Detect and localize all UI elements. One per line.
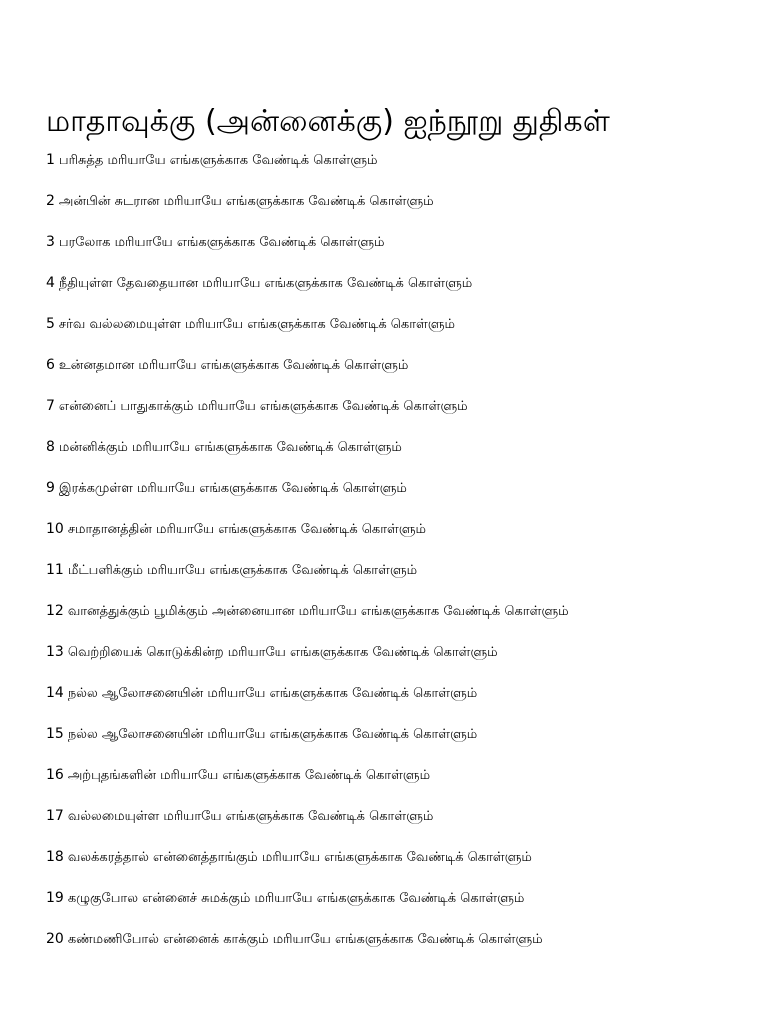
prayer-line <box>46 437 756 478</box>
line-text: வல்லமையுள்ள மரியாயே எங்களுக்காக வேண்டிக் கொள்ளும் <box>67 809 434 824</box>
line-number: 9 <box>46 480 55 496</box>
line-text: அன்பின் சுடரான மரியாயே எங்களுக்காக வேண்டிக் கொள்ளும் <box>58 194 434 209</box>
line-text: இரக்கமுள்ள மரியாயே எங்களுக்காக வேண்டிக் கொள்ளும் <box>58 481 407 496</box>
prayer-line <box>46 355 756 396</box>
prayer-line <box>46 560 756 601</box>
line-number: 20 <box>46 931 64 947</box>
prayer-line <box>46 806 756 847</box>
line-number: 5 <box>46 316 55 332</box>
line-text: வலக்கரத்தால் என்னைத்தாங்கும் மரியாயே எங்களுக்காக வேண்டிக் கொள்ளும் <box>67 850 532 865</box>
line-number: 1 <box>46 152 55 168</box>
prayer-line <box>46 683 756 724</box>
line-number: 15 <box>46 726 64 742</box>
line-number: 10 <box>46 521 64 537</box>
document-title: மாதாவுக்கு (அன்னைக்கு) ஐந்நூறு துதிகள் <box>46 104 610 139</box>
prayer-line <box>46 191 756 232</box>
line-number: 17 <box>46 808 64 824</box>
line-number: 18 <box>46 849 64 865</box>
line-text: கழுகுபோல என்னைச் சுமக்கும் மரியாயே எங்களுக்காக வேண்டிக் கொள்ளும் <box>67 891 525 906</box>
line-number: 16 <box>46 767 64 783</box>
line-text: வானத்துக்கும் பூமிக்கும் அன்னையான மரியாயே எங்களுக்காக வேண்டிக் கொள்ளும் <box>67 604 569 619</box>
line-text: உன்னதமான மரியாயே எங்களுக்காக வேண்டிக் கொள்ளும் <box>58 358 409 373</box>
line-text: நல்ல ஆலோசனையின் மரியாயே எங்களுக்காக வேண்டிக் கொள்ளும் <box>67 727 478 742</box>
line-text: நல்ல ஆலோசனையின் மரியாயே எங்களுக்காக வேண்டிக் கொள்ளும் <box>67 686 478 701</box>
prayer-list <box>46 150 756 970</box>
prayer-line <box>46 929 756 970</box>
line-number: 19 <box>46 890 64 906</box>
prayer-line <box>46 642 756 683</box>
prayer-line <box>46 724 756 765</box>
prayer-line <box>46 519 756 560</box>
prayer-line <box>46 765 756 806</box>
prayer-line <box>46 478 756 519</box>
line-number: 7 <box>46 398 55 414</box>
prayer-line <box>46 273 756 314</box>
line-text: பரலோக மரியாயே எங்களுக்காக வேண்டிக் கொள்ளும் <box>58 235 385 250</box>
line-number: 13 <box>46 644 64 660</box>
line-number: 14 <box>46 685 64 701</box>
prayer-line <box>46 847 756 888</box>
prayer-line <box>46 314 756 355</box>
line-text: அற்புதங்களின் மரியாயே எங்களுக்காக வேண்டிக் கொள்ளும் <box>67 768 431 783</box>
prayer-line <box>46 888 756 929</box>
line-number: 2 <box>46 193 55 209</box>
line-text: மன்னிக்கும் மரியாயே எங்களுக்காக வேண்டிக் கொள்ளும் <box>58 440 402 455</box>
prayer-line <box>46 601 756 642</box>
line-number: 8 <box>46 439 55 455</box>
prayer-line <box>46 232 756 273</box>
line-number: 3 <box>46 234 55 250</box>
line-text: மீட்பளிக்கும் மரியாயே எங்களுக்காக வேண்டிக் கொள்ளும் <box>67 563 418 578</box>
line-text: நீதியுள்ள தேவதையான மரியாயே எங்களுக்காக வேண்டிக் கொள்ளும் <box>58 276 473 291</box>
line-text: பரிசுத்த மரியாயே எங்களுக்காக வேண்டிக் கொள்ளும் <box>58 153 378 168</box>
line-text: கண்மணிபோல் என்னைக் காக்கும் மரியாயே எங்களுக்காக வேண்டிக் கொள்ளும் <box>67 932 543 947</box>
line-text: என்னைப் பாதுகாக்கும் மரியாயே எங்களுக்காக வேண்டிக் கொள்ளும் <box>58 399 468 414</box>
line-text: சமாதானத்தின் மரியாயே எங்களுக்காக வேண்டிக் கொள்ளும் <box>67 522 426 537</box>
prayer-line <box>46 396 756 437</box>
line-number: 11 <box>46 562 64 578</box>
line-number: 6 <box>46 357 55 373</box>
line-number: 12 <box>46 603 64 619</box>
line-text: சர்வ வல்லமையுள்ள மரியாயே எங்களுக்காக வேண்டிக் கொள்ளும் <box>58 317 455 332</box>
line-text: வெற்றியைக் கொடுக்கின்ற மரியாயே எங்களுக்காக வேண்டிக் கொள்ளும் <box>67 645 498 660</box>
prayer-line <box>46 150 756 191</box>
line-number: 4 <box>46 275 55 291</box>
